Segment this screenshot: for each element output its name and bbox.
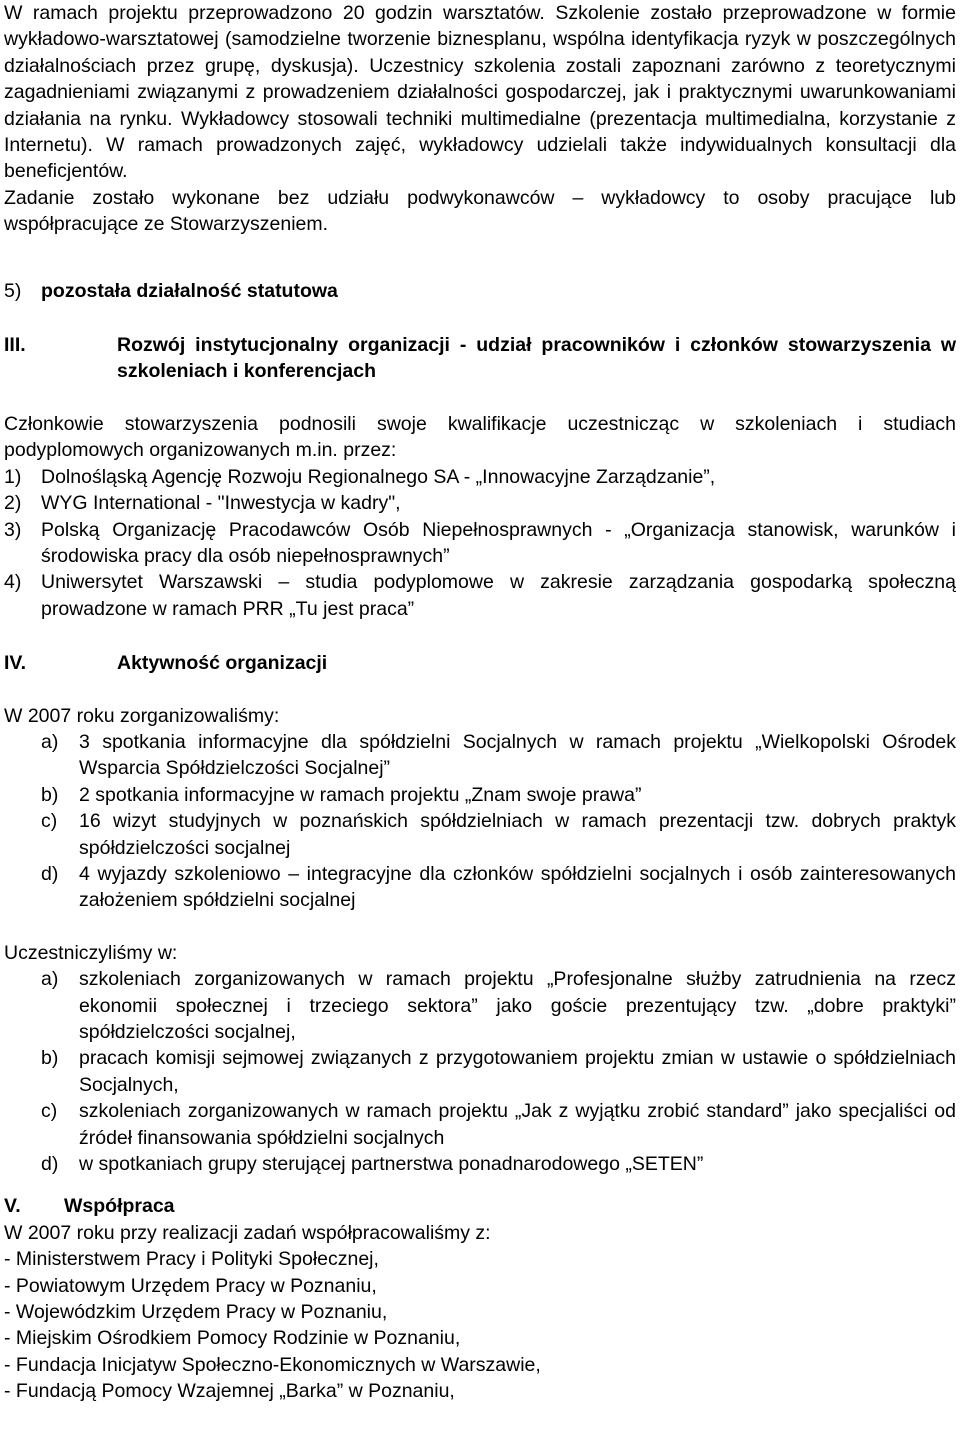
list-item xyxy=(4,861,956,914)
list-item-letter: a) xyxy=(41,968,59,991)
section-3-heading xyxy=(4,332,956,385)
section-3-list xyxy=(4,464,956,622)
section-3-title: Rozwój instytucjonalny organizacji - udział pracowników i członków stowarzyszenia w szkoleniach i konferencjach xyxy=(117,334,956,383)
list-item-text: 4 wyjazdy szkoleniowo – integracyjne dla członków spółdzielni socjalnych i osób zainteresowanych założeniem spółdzielni socjalnej xyxy=(79,862,956,912)
list-item: - Fundacją Pomocy Wzajemnej „Barka” w Poznaniu, xyxy=(4,1380,455,1403)
list-item: - Wojewódzkim Urzędem Pracy w Poznaniu, xyxy=(4,1301,388,1324)
list-item-text: Uniwersytet Warszawski – studia podyplomowe w zakresie zarządzania gospodarką społeczną prowadzone w ramach PRR „Tu jest praca” xyxy=(41,571,956,620)
list-item-text: 3 spotkania informacyjne dla spółdzielni Socjalnych w ramach projektu „Wielkopolski Ośrodek Wsparcia Spółdzielczości Socjalnej” xyxy=(79,730,956,780)
list-item-text: szkoleniach zorganizowanych w ramach projektu „Jak z wyjątku zrobić standard” jako specjaliści od źródeł finansowania spółdzielni socjalnych xyxy=(79,1100,956,1149)
list-item-text: szkoleniach zorganizowanych w ramach projektu „Profesjonalne służby zatrudnienia na rzecz ekonomii społecznej i trzeciego sektora” jako goście prezentujący tzw. „dobre praktyki” spółdzielczości socjalnej, xyxy=(79,968,956,1043)
list-item-letter: d) xyxy=(41,862,59,885)
section-v-heading xyxy=(4,1193,956,1219)
list-item-number: 3) xyxy=(4,518,22,541)
section-4-title: Aktywność organizacji xyxy=(117,652,328,675)
list-item-text: WYG International - "Inwestycja w kadry", xyxy=(41,492,401,515)
list-item-letter: b) xyxy=(41,783,59,806)
list-item xyxy=(4,1045,956,1098)
list-item: - Powiatowym Urzędem Pracy w Poznaniu, xyxy=(4,1274,377,1297)
section-v-intro: W 2007 roku przy realizacji zadań współpracowaliśmy z: xyxy=(4,1221,491,1244)
participated-list xyxy=(4,966,956,1177)
section-5-title: pozostała działalność statutowa xyxy=(41,279,338,302)
section-4-intro-organized: W 2007 roku zorganizowaliśmy: xyxy=(4,704,280,727)
intro-paragraph-2: Zadanie zostało wykonane bez udziału podwykonawców – wykładowcy to osoby pracujące lub współpracujące ze Stowarzyszeniem. xyxy=(4,186,956,236)
list-item: - Fundacja Inicjatyw Społeczno-Ekonomicznych w Warszawie, xyxy=(4,1353,541,1376)
list-item-number: 1) xyxy=(4,465,22,488)
list-item-letter: d) xyxy=(41,1153,59,1176)
list-item xyxy=(4,808,956,861)
list-item xyxy=(4,1151,956,1177)
list-item xyxy=(4,782,956,808)
list-item-number: 4) xyxy=(4,571,22,594)
section-4-intro-participated: Uczestniczyliśmy w: xyxy=(4,941,178,964)
section-5-number: 5) xyxy=(4,279,22,302)
list-item-text: Dolnośląską Agencję Rozwoju Regionalnego SA - „Innowacyjne Zarządzanie”, xyxy=(41,465,716,488)
list-item-letter: c) xyxy=(41,1100,58,1123)
list-item-number: 2) xyxy=(4,492,22,515)
list-item: - Miejskim Ośrodkiem Pomocy Rodzinie w Poznaniu, xyxy=(4,1327,461,1350)
list-item-text: 16 wizyt studyjnych w poznańskich spółdzielniach w ramach prezentacji tzw. dobrych praktyk spółdzielczości socjalnej xyxy=(79,810,956,859)
section-5-heading xyxy=(4,278,956,304)
list-item-letter: b) xyxy=(41,1047,59,1070)
section-4-number: IV. xyxy=(4,652,27,675)
list-item xyxy=(4,966,956,1045)
section-3-intro: Członkowie stowarzyszenia podnosili swoje kwalifikacje uczestnicząc w szkoleniach i studiach podyplomowych organizowanych m.in. przez: xyxy=(4,412,956,462)
organized-list xyxy=(4,729,956,914)
section-v-title: Współpraca xyxy=(64,1195,175,1218)
intro-paragraph-1: W ramach projektu przeprowadzono 20 godzin warsztatów. Szkolenie zostało przeprowadzone w formie wykładowo-warsztatowej (samodzielne tworzenie biznesplanu, wspólna identyfikacja ryzyk w poszczególnych działalnościach przez grupę, dyskusja). Uczestnicy szkolenia zostali zapoznani zarówno z teoretycznymi zagadnieniami związanymi z prowadzeniem działalności gospodarczej, jak i praktycznymi uwarunkowaniami działania na rynku. Wykładowcy stosowali techniki multimedialne (prezentacja multimedialna, korzystanie z Internetu). W ramach prowadzonych zajęć, wykładowcy udzielali także indywidualnych konsultacji dla beneficjentów. xyxy=(4,2,956,183)
list-item-text: Polską Organizację Pracodawców Osób Niepełnosprawnych - „Organizacja stanowisk, warunków i środowiska pracy dla osób niepełnosprawnych” xyxy=(41,518,956,567)
cooperation-list xyxy=(4,1246,956,1404)
list-item-text: pracach komisji sejmowej związanych z przygotowaniem projektu zmian w ustawie o spółdzielniach Socjalnych, xyxy=(79,1047,956,1096)
list-item: - Ministerstwem Pracy i Polityki Społecznej, xyxy=(4,1248,379,1271)
section-4-heading xyxy=(4,650,956,676)
list-item xyxy=(4,464,956,490)
list-item xyxy=(4,490,956,516)
list-item-text: 2 spotkania informacyjne w ramach projektu „Znam swoje prawa” xyxy=(79,783,642,806)
list-item-letter: a) xyxy=(41,730,59,753)
list-item xyxy=(4,569,956,622)
section-3-number: III. xyxy=(4,334,26,357)
list-item xyxy=(4,517,956,570)
section-v-number: V. xyxy=(4,1195,21,1218)
list-item xyxy=(4,1098,956,1151)
list-item xyxy=(4,729,956,782)
list-item-letter: c) xyxy=(41,810,58,833)
list-item-text: w spotkaniach grupy sterującej partnerstwa ponadnarodowego „SETEN” xyxy=(79,1153,704,1176)
